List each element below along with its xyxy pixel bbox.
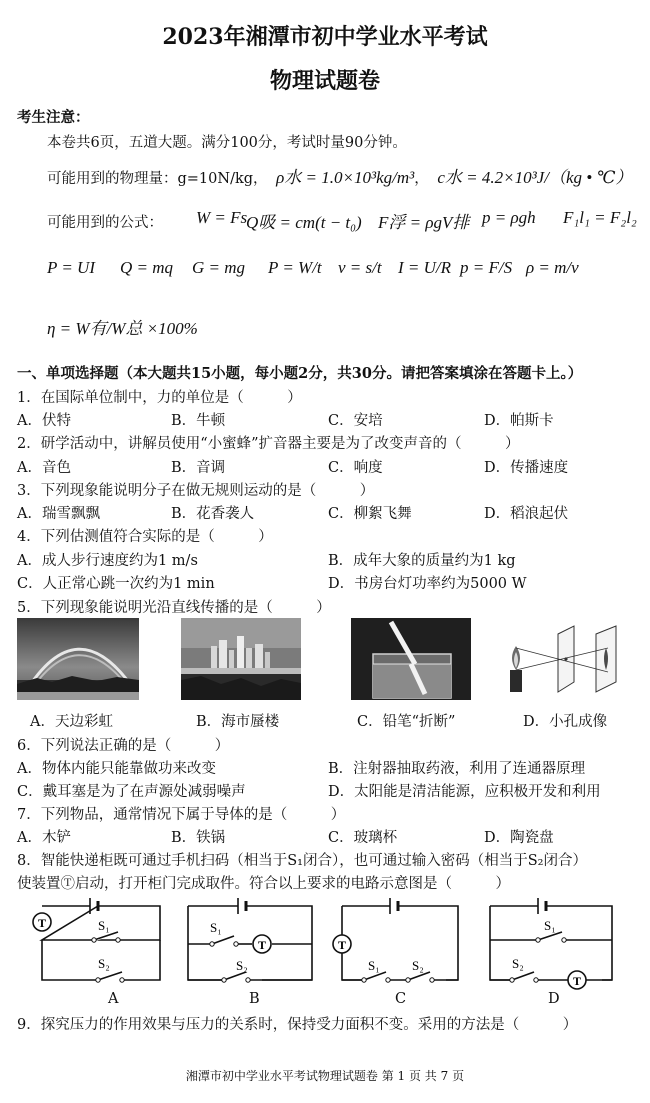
q8-option-b: B — [249, 991, 260, 1007]
q8-stem-line2: 使装置Ⓣ启动，打开柜门完成取件。符合以上要求的电路示意图是（ ） — [17, 876, 510, 892]
q7-option-c: C．玻璃杯 — [328, 830, 398, 846]
page-footer: 湘潭市初中学业水平考试物理试题卷 第 1 页 共 7 页 — [185, 1069, 465, 1083]
circuit-diagram-d — [482, 892, 622, 992]
circuit-a-s2-label: S₂ — [98, 956, 110, 971]
q7-option-b: B．铁锅 — [171, 830, 226, 846]
circuit-diagram-b — [182, 892, 322, 992]
formula-current: I = U/R — [398, 258, 452, 277]
mirage-photo — [181, 618, 301, 700]
circuit-d-t-label: T — [572, 974, 582, 988]
formula-buoyancy: F浮 = ρgV排 — [378, 213, 470, 232]
notice-heading: 考生注意： — [17, 109, 90, 126]
q6-option-c: C．戴耳塞是为了在声源处减弱噪声 — [17, 784, 246, 800]
q5-option-c: C．铅笔“折断” — [357, 714, 456, 730]
q7-option-d: D．陶瓷盘 — [484, 830, 554, 846]
circuit-c-s2-label: S₂ — [412, 958, 424, 973]
formula-lever: F₁l₁ = F₂l₂ — [563, 208, 637, 227]
q3-option-a: A．瑞雪飘飘 — [17, 506, 100, 522]
exam-title: 2023年湘潭市初中学业水平考试 — [162, 24, 488, 50]
pencil-in-water-photo — [351, 618, 471, 700]
constants-prefix: 可能用到的物理量：g=10N/kg， — [47, 171, 268, 187]
formula-heat: Q吸 = cm(t − t₀) — [246, 213, 362, 232]
q3-option-c: C．柳絮飞舞 — [328, 506, 412, 522]
q4-option-d: D．书房台灯功率约为5000 W — [328, 576, 527, 592]
circuit-b-s2-label: S₂ — [236, 958, 248, 973]
formula-speed: v = s/t — [338, 258, 382, 277]
notice-constants: 可能用到的物理量：g=10N/kg， ρ水 = 1.0×10³kg/m³， c水 = 4.2×10³J/（kg • ℃） — [47, 168, 633, 187]
q8-option-a: A — [108, 991, 119, 1007]
circuit-a-t-label: T — [37, 916, 47, 930]
exam-subtitle: 物理试题卷 — [269, 68, 380, 94]
formula-power-electric: P = UI — [47, 258, 95, 277]
q2-stem: 2．研学活动中，讲解员使用“小蜜蜂”扩音器主要是为了改变声音的（ ） — [17, 436, 520, 452]
circuit-c-t-label: T — [337, 938, 347, 952]
circuit-b-s1-label: S₁ — [210, 920, 222, 935]
formulas-prefix: 可能用到的公式： — [47, 215, 163, 231]
q1-option-d: D．帕斯卡 — [484, 413, 554, 429]
q2-option-d: D．传播速度 — [484, 460, 569, 476]
q6-option-a: A．物体内能只能靠做功来改变 — [17, 761, 216, 777]
q4-stem: 4．下列估测值符合实际的是（ ） — [17, 529, 273, 545]
circuit-b-t-label: T — [257, 938, 267, 952]
formula-efficiency: η = W有/W总 ×100% — [47, 319, 198, 338]
q4-option-b: B．成年大象的质量约为1 kg — [328, 553, 516, 569]
q4-option-a: A．成人步行速度约为1 m/s — [17, 553, 198, 569]
c-water: c水 = 4.2×10³J/（kg • ℃） — [437, 168, 633, 187]
circuit-diagram-a — [28, 892, 168, 992]
q5-option-a: A．天边彩虹 — [30, 714, 113, 730]
q2-option-c: C．响度 — [328, 460, 383, 476]
q2-option-b: B．音调 — [171, 460, 226, 476]
q5-option-d: D．小孔成像 — [523, 714, 608, 730]
q3-stem: 3．下列现象能说明分子在做无规则运动的是（ ） — [17, 483, 375, 499]
circuit-diagram-c — [328, 892, 468, 992]
section1-heading: 一、单项选择题（本大题共15小题，每小题2分，共30分。请把答案填涂在答题卡上。） — [17, 365, 583, 382]
q1-stem: 1．在国际单位制中，力的单位是（ ） — [17, 390, 302, 406]
q3-option-b: B．花香袭人 — [171, 506, 255, 522]
q3-option-d: D．稻浪起伏 — [484, 506, 569, 522]
rho-water: ρ水 = 1.0×10³kg/m³ — [276, 168, 415, 187]
formula-power: P = W/t — [268, 258, 322, 277]
circuit-a-s1-label: S₁ — [98, 918, 110, 933]
q6-stem: 6．下列说法正确的是（ ） — [17, 738, 230, 754]
q4-option-c: C．人正常心跳一次约为1 min — [17, 576, 215, 592]
formula-gravity: G = mg — [192, 258, 246, 277]
circuit-d-s1-label: S₁ — [544, 918, 556, 933]
q8-stem-line1: 8．智能快递柜既可通过手机扫码（相当于S₁闭合），也可通过输入密码（相当于S₂闭合） — [17, 853, 587, 869]
q5-option-b: B．海市蜃楼 — [196, 714, 280, 730]
formula-density: ρ = m/v — [526, 258, 579, 277]
q9-stem: 9．探究压力的作用效果与压力的关系时，保持受力面积不变。采用的方法是（ ） — [17, 1017, 578, 1033]
notice-line1: 本卷共6页，五道大题。满分100分，考试时量90分钟。 — [47, 135, 407, 151]
q1-option-a: A．伏特 — [17, 413, 71, 429]
circuit-c-s1-label: S₁ — [368, 958, 380, 973]
circuit-d-s2-label: S₂ — [512, 956, 524, 971]
q6-option-d: D．太阳能是清洁能源，应积极开发和利用 — [328, 784, 601, 800]
q8-option-d: D — [548, 991, 560, 1007]
formula-pressure: p = F/S — [460, 258, 513, 277]
q7-option-a: A．木铲 — [17, 830, 71, 846]
formula-fuel-heat: Q = mq — [120, 258, 174, 277]
formula-work: W = Fs — [196, 208, 248, 227]
rainbow-photo — [17, 618, 139, 700]
q2-option-a: A．音色 — [17, 460, 71, 476]
q7-stem: 7．下列物品，通常情况下属于导体的是（ ） — [17, 807, 346, 823]
pinhole-imaging-diagram — [500, 618, 632, 700]
q8-option-c: C — [395, 991, 407, 1007]
q1-option-c: C．安培 — [328, 413, 383, 429]
q5-stem: 5．下列现象能说明光沿直线传播的是（ ） — [17, 600, 331, 616]
q6-option-b: B．注射器抽取药液，利用了连通器原理 — [328, 761, 586, 777]
formula-pressure-liquid: p = ρgh — [482, 208, 536, 227]
q1-option-b: B．牛顿 — [171, 413, 226, 429]
